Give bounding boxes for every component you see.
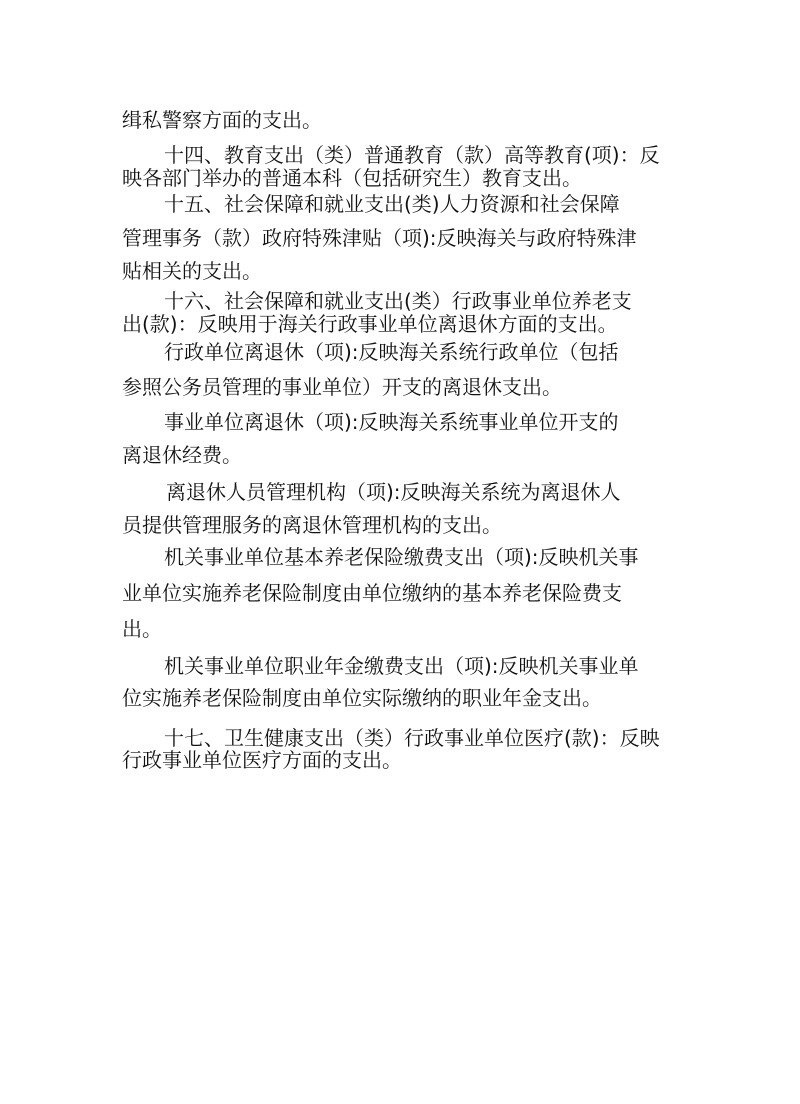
text-line: 参照公务员管理的事业单位）开支的离退休支出。 bbox=[122, 375, 562, 399]
text-line: 十七、卫生健康支出（类）行政事业单位医疗(款)：反映 bbox=[164, 726, 660, 750]
text-line: 事业单位离退休（项):反映海关系统事业单位开支的 bbox=[164, 410, 619, 434]
text-line: 离退休经费。 bbox=[122, 443, 242, 467]
text-line: 管理事务（款）政府特殊津贴（项):反映海关与政府特殊津 bbox=[122, 226, 637, 250]
text-line: 行政单位离退休（项):反映海关系统行政单位（包括 bbox=[164, 340, 619, 364]
text-line: 机关事业单位职业年金缴费支出（项):反映机关事业单 bbox=[164, 654, 639, 678]
text-line: 缉私警察方面的支出。 bbox=[122, 108, 322, 132]
text-line: 贴相关的支出。 bbox=[122, 259, 262, 283]
text-line: 十五、社会保障和就业支出(类)人力资源和社会保障 bbox=[164, 192, 620, 216]
text-line: 行政事业单位医疗方面的支出。 bbox=[122, 748, 402, 772]
text-line: 十四、教育支出（类）普通教育（款）高等教育(项)：反 bbox=[164, 143, 660, 167]
text-line: 十六、社会保障和就业支出(类）行政事业单位养老支 bbox=[164, 289, 632, 313]
text-line: 员提供管理服务的离退休管理机构的支出。 bbox=[122, 513, 502, 537]
text-line: 离退休人员管理机构（项):反映海关系统为离退休人 bbox=[166, 480, 621, 504]
text-line: 位实施养老保险制度由单位实际缴纳的职业年金支出。 bbox=[122, 686, 602, 710]
text-line: 业单位实施养老保险制度由单位缴纳的基本养老保险费支 bbox=[122, 581, 622, 605]
text-line: 映各部门举办的普通本科（包括研究生）教育支出。 bbox=[122, 166, 582, 190]
text-line: 出(款)：反映用于海关行政事业单位离退休方面的支出。 bbox=[122, 312, 618, 336]
text-line: 机关事业单位基本养老保险缴费支出（项):反映机关事 bbox=[164, 545, 639, 569]
text-line: 出。 bbox=[122, 617, 162, 641]
